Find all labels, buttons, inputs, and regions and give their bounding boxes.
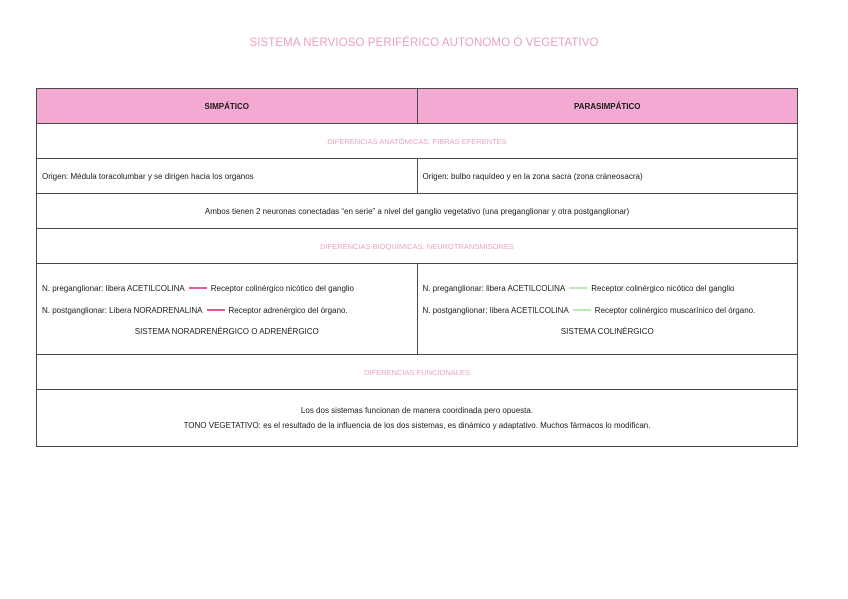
section-anatomicas: DIFERENCIAS ANATÓMICAS: FIBRAS EFERENTES [37,124,798,159]
parasimpatico-system: SISTEMA COLINÉRGICO [560,326,654,336]
simpatico-post-neuron: N. postganglionar: Libera NORADRENALINA [42,305,203,315]
header-row [37,89,798,124]
parasimpatico-detail [417,264,798,355]
funcional-line-2: TONO VEGETATIVO: es el resultado de la influencia de los dos sistemas, es dinámico y adaptativo. Muchos fármacos lo modifican. [183,421,651,430]
parasimpatico-pre-neuron: N. preganglionar: libera ACETILCOLINA [422,283,566,293]
section-row-funcionales [37,355,798,390]
arrow-line-icon [573,309,591,311]
simpatico-post-receptor: Receptor adrenérgico del órgano. [228,305,348,315]
section-row-bioquimicas [37,229,798,264]
parasimpatico-post-neuron: N. postganglionar: libera ACETILCOLINA [422,305,569,315]
parasimpatico-post-line [423,305,793,317]
common-row [37,194,798,229]
simpatico-pre-line [42,283,412,295]
funcional-row [37,390,798,447]
arrow-line-icon [569,287,587,289]
parasimpatico-post-receptor: Receptor colinérgico muscarínico del órgano. [594,305,756,315]
section-bioquimicas: DIFERENCIAS BIOQUÍMICAS: NEUROTRANSMISORES [37,229,798,264]
simpatico-pre-receptor: Receptor colinérgico nicótico del ganglio [210,283,354,293]
simpatico-system: SISTEMA NORADRENÉRGICO O ADRENÉRGICO [134,326,319,336]
header-simpatico: SIMPÁTICO [37,89,418,124]
neurotransmitter-row [37,264,798,355]
section-row-anatomicas [37,124,798,159]
simpatico-detail [37,264,418,355]
simpatico-pre-neuron: N. preganglionar: libera ACETILCOLINA [42,283,185,293]
origin-row [37,159,798,194]
simpatico-post-line [42,305,412,317]
common-neurons: Ambos tienen 2 neuronas conectadas “en serie” a nivel del ganglio vegetativo (una preganglionar y otra postganglionar) [37,194,798,229]
arrow-line-icon [189,287,207,289]
header-parasimpatico: PARASIMPÁTICO [417,89,798,124]
parasimpatico-pre-line [423,283,793,295]
section-funcionales: DIFERENCIAS FUNCIONALES [37,355,798,390]
origin-parasimpatico: Origen: bulbo raquídeo y en la zona sacra (zona cráneosacra) [417,159,798,194]
page-title: SISTEMA NERVIOSO PERIFÉRICO AUTONOMO Ó VEGETATIVO [249,37,599,49]
funcional-line-1: Los dos sistemas funcionan de manera coordinada pero opuesta. [300,406,534,415]
arrow-line-icon [207,309,225,311]
origin-simpatico: Origen: Médula toracolumbar y se dirigen hacia los organos [37,159,418,194]
comparison-table [36,88,798,447]
parasimpatico-pre-receptor: Receptor colinérgico nicótico del ganglio [591,283,735,293]
funcional-detail [37,390,798,447]
